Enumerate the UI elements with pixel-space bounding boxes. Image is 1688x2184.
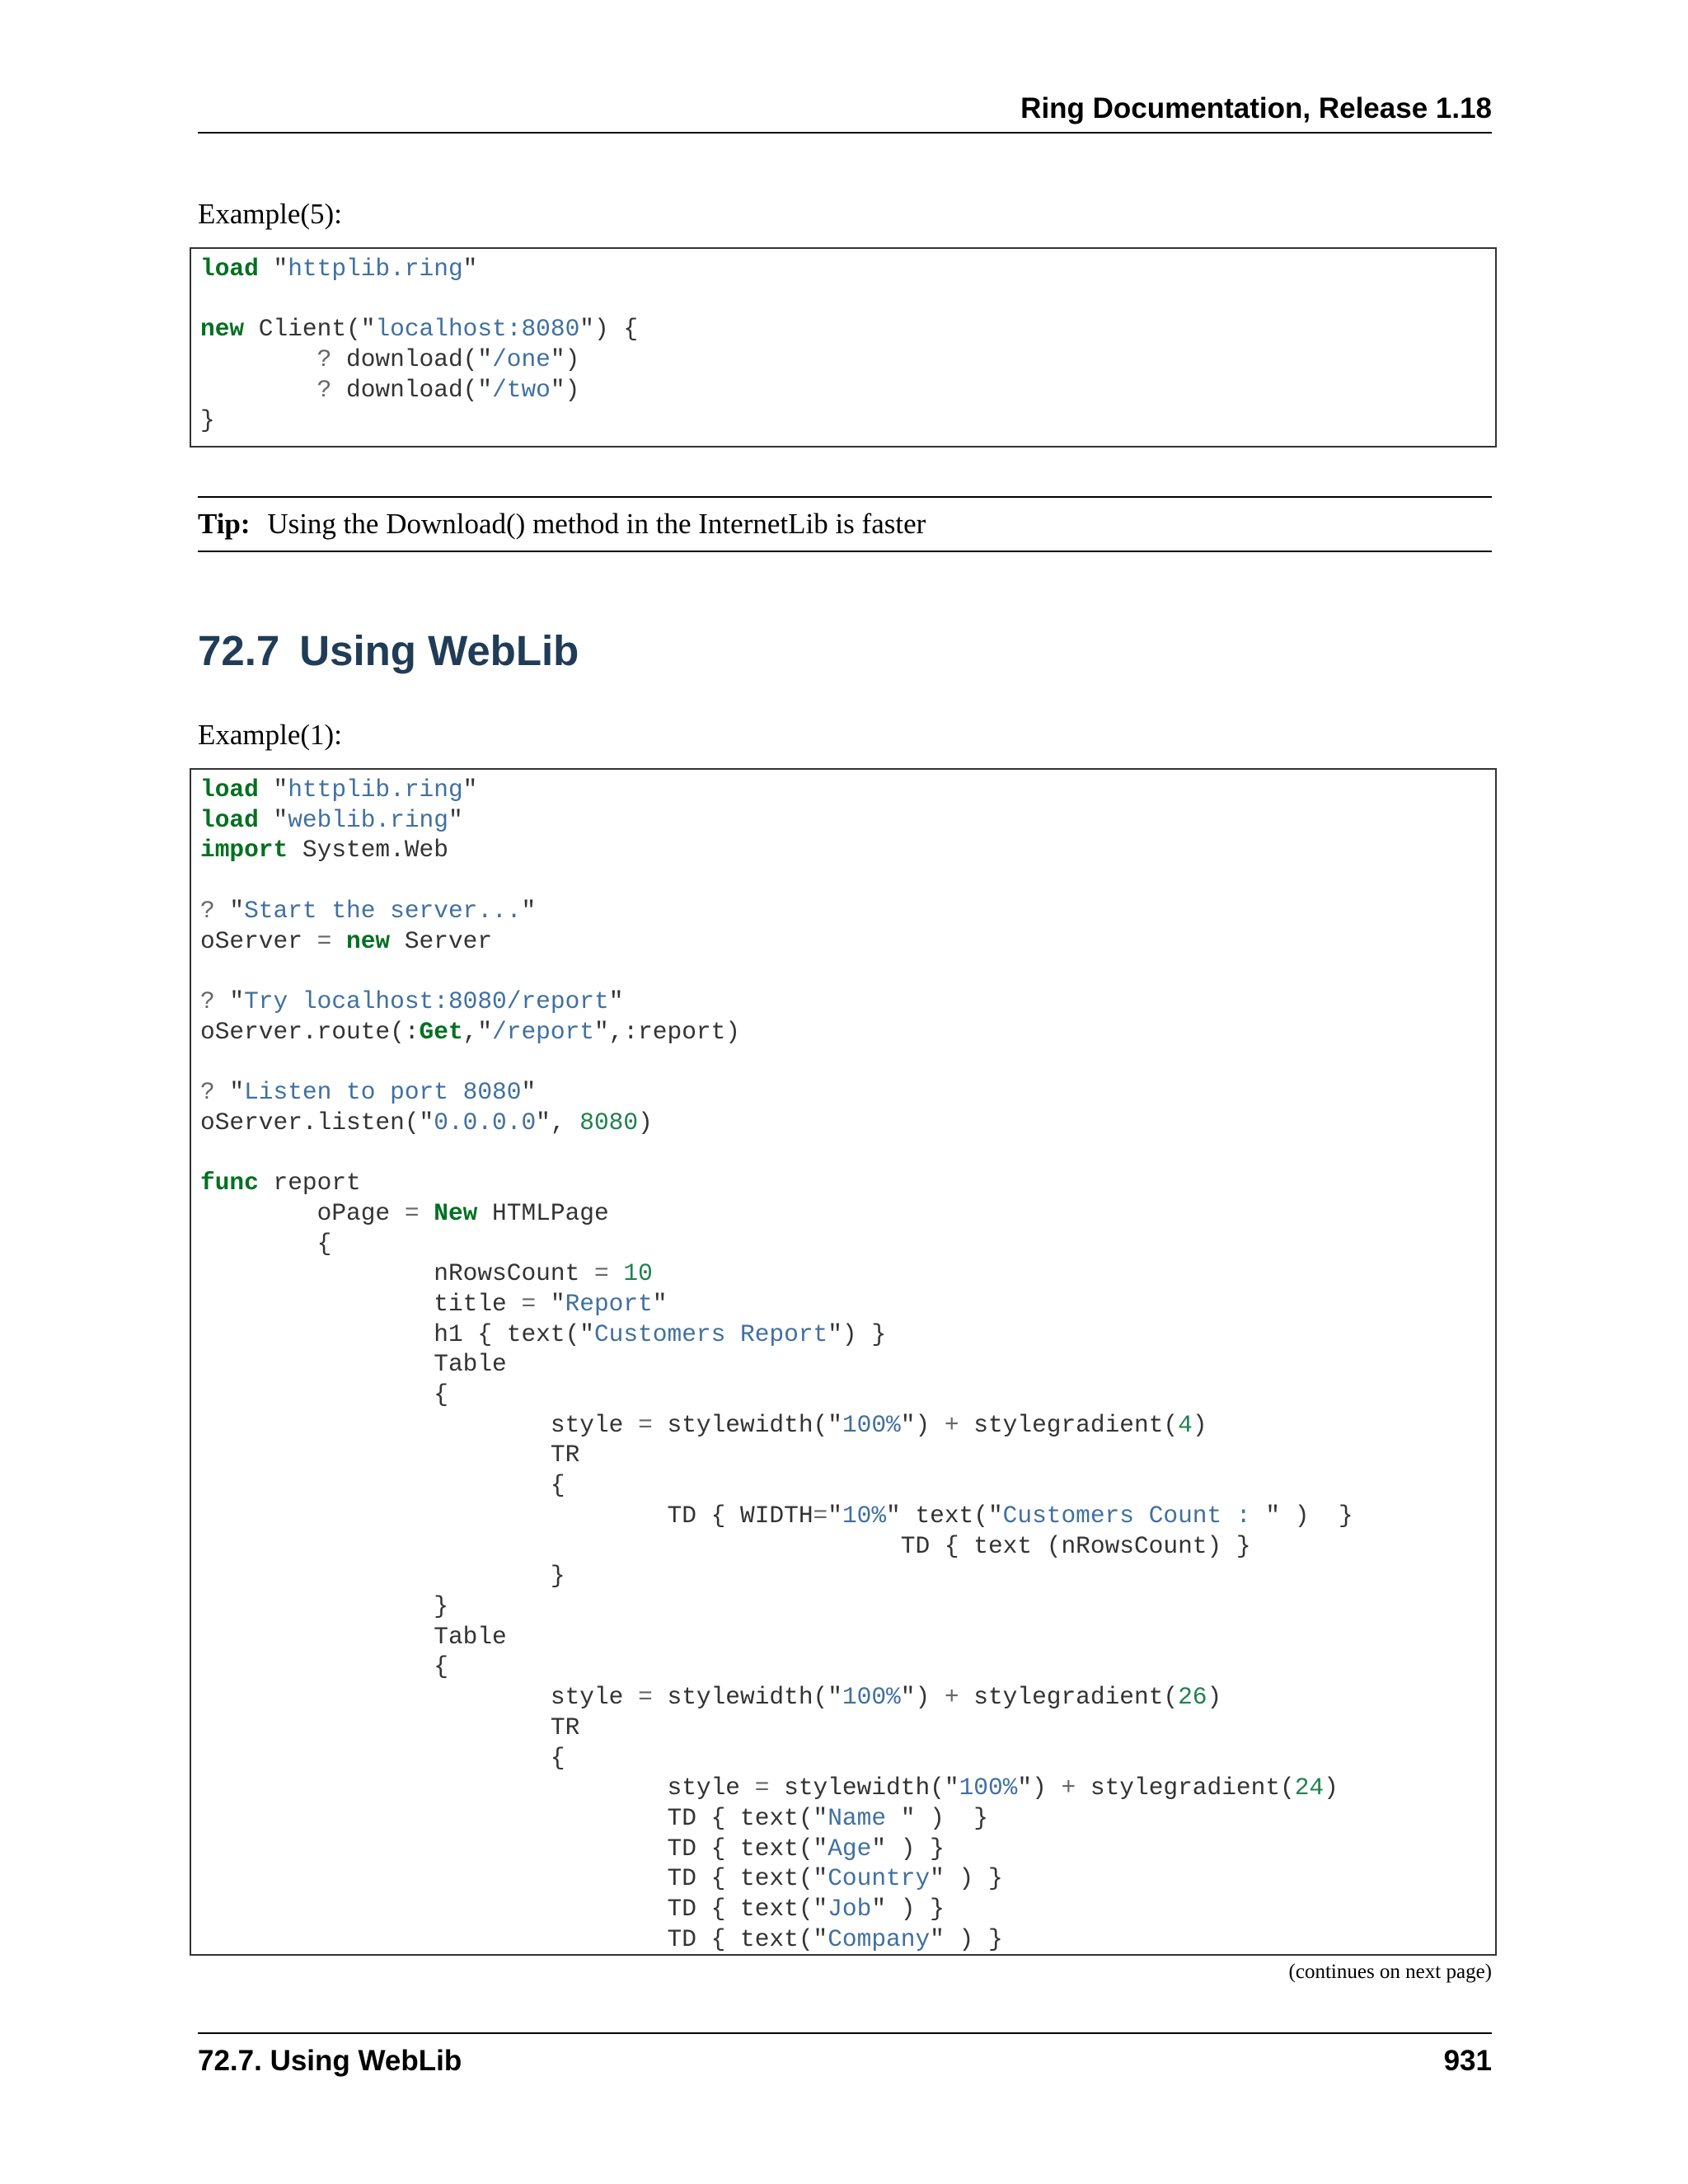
section-title-text: Using WebLib bbox=[299, 627, 579, 674]
code-example-5: load "httplib.ring" new Client("localhost:8080") { ? download("/one") ? download("/two") } bbox=[200, 255, 639, 434]
page-footer bbox=[198, 2032, 1492, 2079]
tip-admonition bbox=[198, 496, 1492, 552]
section-number: 72.7 bbox=[198, 627, 280, 674]
section-heading bbox=[198, 626, 579, 676]
tip-text: Using the Download() method in the InternetLib is faster bbox=[267, 508, 926, 540]
example-5-label: Example(5): bbox=[198, 198, 342, 230]
page-number: 931 bbox=[1443, 2045, 1492, 2077]
footer-section: 72.7. Using WebLib bbox=[198, 2045, 462, 2077]
code-block-example-1 bbox=[190, 768, 1497, 1956]
code-example-1: load "httplib.ring" load "weblib.ring" import System.Web ? "Start the server..." oServer = new Server ? "Try localhost:8080/report" oServer.route(:Get,"/report",:report) ? "Listen to port 8080" oServer.listen("0.0.0.0", 8080) func report oPage = New HTMLPage { nRowsCount = 10 title = "Report" h1 { text("Customers Report") } Table { style = stylewidth("100%") + stylegradient(4) TR { TD { WIDTH="10%" text("Customers Count : " ) } TD { text (nRowsCount) } } } Table { style = stylewidth("100%") + stylegradient(26) TR { style = stylewidth("100%") + stylegradient(24) TD { text("Name " ) } TD { text("Age" ) } TD { text("Country" ) } TD { text("Job" ) } TD { text("Company" ) } bbox=[200, 776, 1353, 1953]
continues-note: (continues on next page) bbox=[1288, 1961, 1492, 1983]
example-1-label: Example(1): bbox=[198, 719, 342, 751]
tip-title: Tip: bbox=[198, 508, 251, 540]
running-header: Ring Documentation, Release 1.18 bbox=[198, 92, 1492, 134]
code-block-example-5 bbox=[190, 247, 1497, 448]
